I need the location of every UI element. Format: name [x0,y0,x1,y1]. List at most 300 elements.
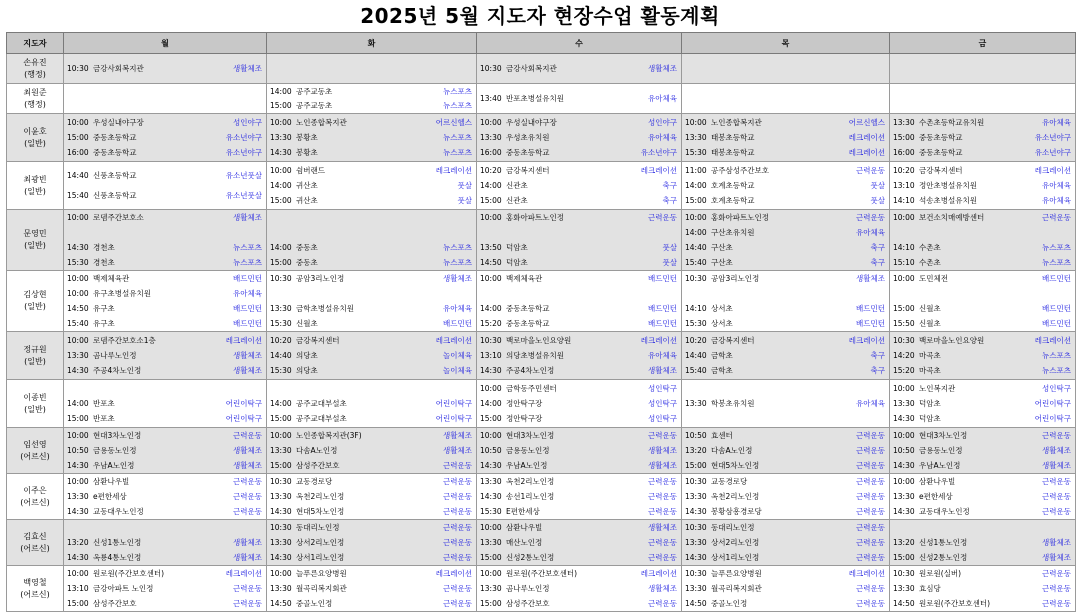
day-cell [890,114,1076,162]
entry-time: 10:30 [270,523,292,533]
schedule-entry [682,287,889,301]
entry-place: 늘푸른요양병원 [296,569,347,579]
entry-time: 10:50 [893,446,915,455]
entry-place: 홍화아파트노인정 [506,213,564,223]
entry-category: 레크레이션 [848,569,885,579]
entry-category: 생활체조 [648,366,677,376]
day-cell [477,54,682,84]
entry-time: 14:00 [270,242,292,252]
instructor-cell [7,84,64,114]
schedule-entry [477,115,681,129]
entry-time: 14:00 [270,181,292,190]
entry-category: 생활체조 [233,64,262,73]
entry-place: 백로마을노인요양원 [919,335,985,345]
entry-time: 14:50 [67,303,89,313]
entry-place: 수촌초 [919,242,941,252]
schedule-entry [64,521,266,535]
entry-place: 금용동노인정 [506,446,550,455]
schedule-entry [267,226,476,240]
entry-time: 13:30 [270,584,292,593]
entry-place: 삼성주간보호 [93,598,137,608]
entry-time: 15:00 [67,598,89,608]
schedule-entry [267,194,476,208]
instructor-cell [7,54,64,84]
entry-place: 금강사회복지관 [93,64,144,73]
entry-place: 월곡리복지회관 [296,584,347,593]
entry-category: 배드민턴 [233,303,262,313]
schedule-entry [64,458,266,472]
day-cell [64,210,267,271]
instructor-cell [7,210,64,271]
entry-category: 근력운동 [443,506,472,516]
entry-time: 13:30 [270,303,292,313]
day-cell [890,520,1076,566]
day-cell [890,566,1076,612]
schedule-entry [890,429,1075,443]
day-cell [267,114,477,162]
entry-place: 금강아파트 노인정 [93,584,154,593]
entry-place: 원로원(주간보호센터) [919,598,991,608]
entry-category: 축구 [870,242,885,252]
schedule-entry [64,504,266,518]
entry-category: 근력운동 [233,598,262,608]
entry-time: 15:30 [67,257,89,267]
entry-place: 공주교대부설초 [296,399,347,408]
entry-time: 13:50 [480,242,502,252]
entry-time: 10:00 [893,477,915,487]
entry-category: 생활체조 [443,431,472,441]
entry-category: 생활체조 [1042,538,1071,547]
entry-place: 귀산초 [296,196,318,206]
entry-category: 축구 [870,351,885,360]
schedule-entry [477,226,681,240]
header-thursday: 목 [682,33,890,54]
schedule-entry [682,490,889,504]
entry-time: 14:20 [893,351,915,360]
day-cell [267,271,477,332]
day-cell [682,54,890,84]
entry-place: 원로원(주간보호센터) [93,569,165,579]
entry-time: 15:40 [67,318,89,328]
entry-place: 신월초 [919,303,941,313]
entry-time: 14:50 [270,598,292,608]
entry-time: 14:30 [270,506,292,516]
schedule-entry [267,287,476,301]
schedule-entry [682,255,889,269]
entry-place: 로뎀주간보호소1층 [93,335,156,345]
entry-category: 유아체육 [648,133,677,142]
entry-category: 뉴스포츠 [443,257,472,267]
entry-place: 효심당 [919,584,941,593]
entry-category: 근력운동 [443,598,472,608]
entry-time: 15:00 [270,101,292,111]
entry-place: 우성초유치원 [506,133,550,142]
entry-place: 중골노인정 [296,598,333,608]
instructor-name: 이종빈 [23,392,47,402]
schedule-entry [64,316,266,330]
entry-time: 15:00 [893,552,915,562]
entry-place: 중동초 [296,242,318,252]
schedule-entry [267,333,476,347]
entry-time: 10:50 [685,431,707,441]
entry-place: 우성실내야구장 [93,117,144,127]
schedule-entry [267,131,476,145]
entry-place: 상서초 [711,318,733,328]
entry-time: 10:00 [67,117,89,127]
entry-place: 금학초 [711,351,733,360]
entry-category: 유소년풋살 [225,170,262,180]
instructor-cell [7,520,64,566]
schedule-entry [890,240,1075,254]
entry-time: 13:30 [270,492,292,501]
entry-category: 뉴스포츠 [443,242,472,252]
entry-category: 배드민턴 [233,274,262,284]
entry-time: 15:00 [685,460,707,470]
entry-category: 근력운동 [443,492,472,501]
entry-time: 13:20 [685,446,707,455]
instructor-role: (일반) [24,302,46,311]
entry-time: 10:00 [480,569,502,579]
schedule-entry [267,255,476,269]
entry-place: 신성1통노인정 [919,538,968,547]
entry-place: 보건소치매예방센터 [919,213,985,223]
entry-time: 14:40 [685,351,707,360]
schedule-entry [267,490,476,504]
schedule-entry [267,115,476,129]
schedule-entry [682,131,889,145]
entry-time: 10:00 [685,117,707,127]
entry-place: 금강사회복지관 [506,64,557,73]
schedule-entry [267,504,476,518]
entry-time: 14:30 [480,492,502,501]
entry-time: 15:00 [685,196,707,206]
entry-place: 노인종합복지관 [711,117,762,127]
schedule-entry [890,131,1075,145]
schedule-entry [64,397,266,411]
entry-time: 16:00 [480,148,502,158]
entry-place: 경천초 [93,257,115,267]
schedule-entry [890,567,1075,581]
entry-time: 10:20 [480,165,502,175]
schedule-entry [682,536,889,550]
entry-category: 근력운동 [856,213,885,223]
instructor-cell [7,271,64,332]
schedule-entry [64,255,266,269]
schedule-entry [890,255,1075,269]
schedule-entry [477,62,681,76]
entry-place: 옥천2리노인정 [296,492,345,501]
entry-place: 금강복지센터 [711,335,755,345]
entry-place: 공주교대부설초 [296,414,347,424]
day-cell [682,332,890,380]
entry-category: 풋살 [457,196,472,206]
schedule-entry [682,397,889,411]
entry-category: 근력운동 [856,506,885,516]
schedule-entry [267,364,476,378]
entry-category: 근력운동 [856,460,885,470]
day-cell [64,428,267,474]
schedule-entry [682,226,889,240]
entry-category: 생활체조 [856,274,885,284]
entry-place: 의당초병설유치원 [506,351,564,360]
entry-category: 근력운동 [856,538,885,547]
schedule-entry [267,381,476,395]
instructor-cell [7,162,64,210]
day-cell [64,271,267,332]
entry-place: 중동초등학교 [506,318,550,328]
schedule-entry [890,550,1075,564]
entry-place: e편한세상 [919,492,953,501]
entry-time: 10:00 [480,274,502,284]
entry-place: 삼성주간보호 [506,598,550,608]
entry-time: 15:00 [893,133,915,142]
schedule-entry [890,381,1075,395]
entry-category: 레크레이션 [848,335,885,345]
entry-place: 유구초 [93,303,115,313]
schedule-entry [682,301,889,315]
entry-place: 상서1리노인정 [296,552,345,562]
entry-place: 상서2리노인정 [711,538,760,547]
entry-time: 15:20 [893,366,915,376]
schedule-table [6,32,1076,612]
entry-category: 배드민턴 [233,318,262,328]
entry-time: 14:00 [270,399,292,408]
entry-place: 귀산초 [296,181,318,190]
entry-category: 성인탁구 [648,414,677,424]
entry-place: 금용동노인정 [93,446,137,455]
schedule-entry [64,301,266,315]
entry-place: 상서1리노인정 [711,552,760,562]
entry-place: 정안초병설유치원 [919,181,977,190]
instructor-role: (어르신) [20,543,50,553]
header-monday: 월 [64,33,267,54]
day-cell [477,210,682,271]
entry-time: 10:30 [67,64,89,73]
instructor-role: (일반) [24,356,46,366]
entry-category: 배드민턴 [648,318,677,328]
schedule-entry [267,550,476,564]
entry-time: 15:00 [270,460,292,470]
entry-time: 10:20 [270,335,292,345]
entry-category: 근력운동 [233,477,262,487]
schedule-entry [64,146,266,160]
entry-category: 어린이탁구 [435,414,472,424]
schedule-entry [890,596,1075,610]
schedule-entry [64,62,266,76]
entry-place: 상서초 [711,303,733,313]
schedule-entry [682,475,889,489]
entry-category: 근력운동 [648,213,677,223]
entry-time: 13:30 [685,584,707,593]
schedule-entry [890,194,1075,208]
entry-time: 15:50 [893,318,915,328]
schedule-entry [477,211,681,225]
entry-time: 13:30 [480,477,502,487]
schedule-entry [477,194,681,208]
entry-place: 공암3리노인정 [296,274,345,284]
day-cell [267,428,477,474]
entry-category: 근력운동 [856,492,885,501]
instructor-cell [7,332,64,380]
schedule-entry [682,582,889,596]
entry-time: 14:30 [67,242,89,252]
entry-time: 10:20 [685,335,707,345]
entry-time: 10:50 [67,446,89,455]
entry-time: 14:30 [893,460,915,470]
schedule-entry [267,458,476,472]
schedule-entry [682,412,889,426]
schedule-entry [267,179,476,193]
day-cell [890,271,1076,332]
day-cell [64,380,267,428]
entry-time: 10:30 [480,335,502,345]
header-row [7,33,1076,54]
entry-category: 근력운동 [856,431,885,441]
entry-place: 로뎀주간보호소 [93,213,144,223]
schedule-entry [64,475,266,489]
instructor-row [7,566,1076,612]
entry-time: 14:10 [893,242,915,252]
schedule-entry [64,115,266,129]
entry-place: 매산노인정 [506,538,543,547]
schedule-entry [477,490,681,504]
entry-time: 15:00 [480,598,502,608]
entry-place: 정안탁구장 [506,414,543,424]
schedule-entry [682,272,889,286]
entry-category: 유아체육 [648,94,677,103]
instructor-name: 정규원 [23,344,47,354]
schedule-entry [477,444,681,458]
entry-category: 레크레이션 [435,165,472,175]
entry-time: 15:10 [893,257,915,267]
schedule-entry [64,412,266,426]
schedule-entry [477,412,681,426]
instructor-row [7,474,1076,520]
entry-place: 수촌초 [919,257,941,267]
entry-category: 레크레이션 [225,335,262,345]
schedule-entry [267,475,476,489]
entry-time: 10:00 [893,274,915,284]
entry-time: 16:00 [893,148,915,158]
entry-category: 뉴스포츠 [443,133,472,142]
schedule-entry [477,301,681,315]
entry-category: 근력운동 [1042,492,1071,501]
day-cell [682,474,890,520]
entry-time: 14:40 [685,242,707,252]
entry-place: 신관초 [506,196,528,206]
entry-category: 유아체육 [233,289,262,299]
instructor-name: 손유진 [23,57,47,67]
entry-place: 호계초등학교 [711,181,755,190]
entry-time: 10:30 [685,477,707,487]
entry-time: 13:30 [893,399,915,408]
entry-time: 15:00 [270,196,292,206]
instructor-row [7,380,1076,428]
day-cell [890,428,1076,474]
entry-time: 10:30 [270,477,292,487]
entry-place: 금강복지센터 [296,335,340,345]
entry-category: 근력운동 [1042,598,1071,608]
schedule-entry [267,444,476,458]
entry-time: 10:00 [67,569,89,579]
entry-category: 뉴스포츠 [233,242,262,252]
schedule-entry [477,596,681,610]
entry-time: 10:30 [893,569,915,579]
entry-time: 10:30 [270,274,292,284]
entry-place: 교동경로당 [711,477,748,487]
schedule-entry [477,240,681,254]
entry-place: 우남A노인정 [93,460,135,470]
instructor-role: (일반) [24,138,46,148]
entry-category: 배드민턴 [856,303,885,313]
schedule-entry [890,349,1075,363]
entry-time: 10:00 [270,117,292,127]
schedule-entry [477,316,681,330]
schedule-entry [477,397,681,411]
entry-place: 금학동주민센터 [506,383,557,393]
entry-time: 13:30 [685,538,707,547]
entry-category: 생활체조 [1042,460,1071,470]
entry-category: 생활체조 [648,446,677,455]
schedule-entry [682,240,889,254]
day-cell [267,84,477,114]
instructor-row [7,54,1076,84]
entry-place: 교동대우노인정 [919,506,970,516]
entry-category: 배드민턴 [648,303,677,313]
entry-category: 레크레이션 [435,335,472,345]
entry-category: 레크레이션 [225,569,262,579]
day-cell [64,332,267,380]
entry-category: 뉴스포츠 [1042,257,1071,267]
instructor-role: (일반) [24,186,46,196]
entry-category: 레크레이션 [640,335,677,345]
entry-time: 10:00 [67,213,89,223]
schedule-entry [267,536,476,550]
entry-place: 홍화아파트노인정 [711,213,769,223]
schedule-entry [477,521,681,535]
entry-place: 금학초병설유치원 [296,303,354,313]
schedule-entry [477,349,681,363]
day-cell [890,332,1076,380]
entry-place: 구산초 [711,242,733,252]
day-cell [682,428,890,474]
entry-category: 뉴스포츠 [1042,351,1071,360]
entry-time: 13:30 [480,133,502,142]
entry-place: 현대5차노인정 [711,460,760,470]
day-cell [890,474,1076,520]
day-cell [267,162,477,210]
day-cell [267,210,477,271]
entry-time: 13:10 [480,351,502,360]
entry-category: 근력운동 [648,477,677,487]
entry-category: 근력운동 [1042,584,1071,593]
schedule-entry [890,490,1075,504]
day-cell [64,162,267,210]
schedule-entry [682,381,889,395]
schedule-entry [682,567,889,581]
schedule-entry [682,429,889,443]
entry-time: 10:00 [480,213,502,223]
schedule-entry [267,163,476,177]
entry-place: 공주교동초 [296,101,333,111]
entry-category: 유아체육 [1042,117,1071,127]
entry-category: 축구 [662,196,677,206]
schedule-entry [267,99,476,113]
entry-category: 근력운동 [1042,569,1071,579]
entry-time: 15:30 [685,318,707,328]
schedule-entry [477,582,681,596]
day-cell [890,210,1076,271]
